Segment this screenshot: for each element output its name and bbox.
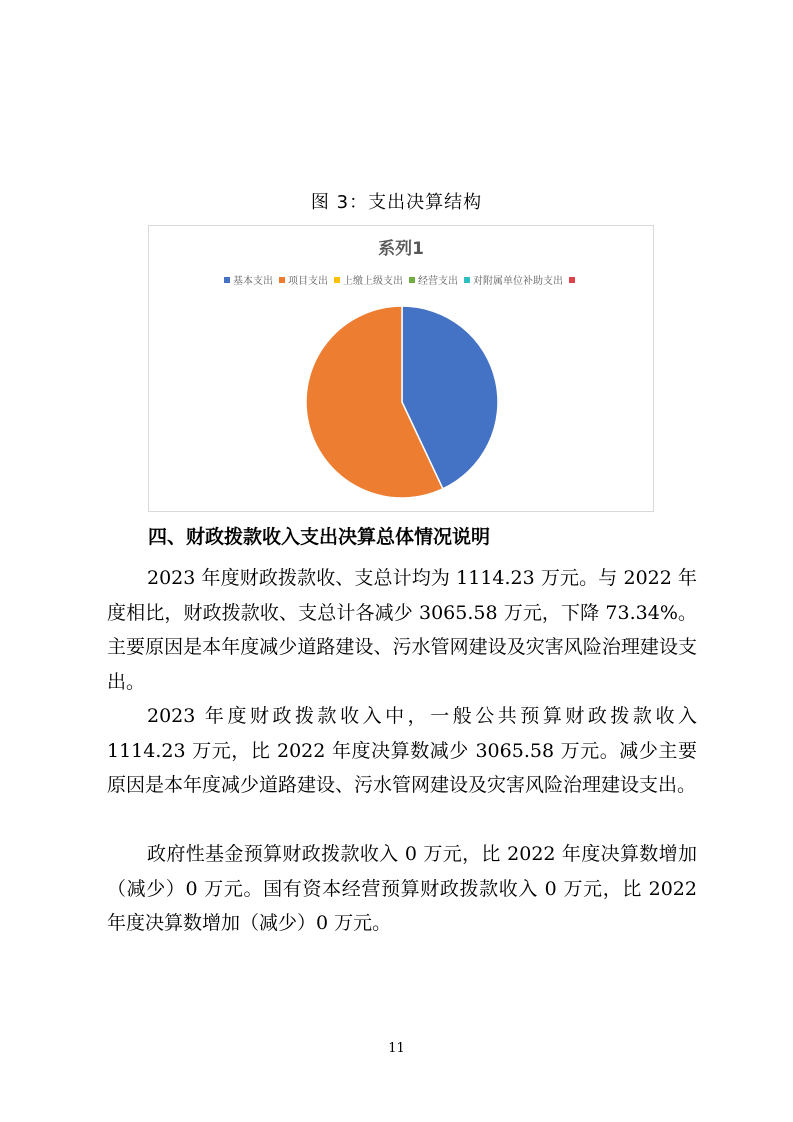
- legend-label: 基本支出: [233, 276, 273, 287]
- page-number: 11: [388, 1041, 405, 1056]
- legend-label: 上缴上级支出: [343, 276, 403, 287]
- pie-chart: [148, 225, 654, 512]
- chart-title: 系列1: [378, 239, 424, 259]
- paragraph-3: 政府性基金预算财政拨款收入 0 万元，比 2022 年度决算数增加（减少）0 万元。国有资本经营预算财政拨款收入 0 万元，比 2022 年度决算数增加（减少）0 万元。: [107, 843, 697, 934]
- section-heading: 四、财政拨款收入支出决算总体情况说明: [148, 526, 491, 548]
- legend-label: 对附属单位补助支出: [473, 276, 563, 287]
- paragraph-2: 2023 年度财政拨款收入中，一般公共预算财政拨款收入 1114.23 万元，比 2022 年度决算数减少 3065.58 万元。减少主要原因是本年度减少道路建设、污水管网建设及灾害风险治理建设支出。: [107, 705, 697, 796]
- pie-svg: [149, 226, 655, 513]
- paragraph-1: 2023 年度财政拨款收、支总计均为 1114.23 万元。与 2022 年度相比，财政拨款收、支总计各减少 3065.58 万元，下降 73.34%。主要原因是本年度减少道路建设、污水管网建设及灾害风险治理建设支出。: [107, 567, 697, 693]
- legend-label: 项目支出: [288, 276, 328, 287]
- figure-caption: 图 3：支出决算结构: [310, 192, 483, 213]
- legend-label: 经营支出: [418, 276, 458, 287]
